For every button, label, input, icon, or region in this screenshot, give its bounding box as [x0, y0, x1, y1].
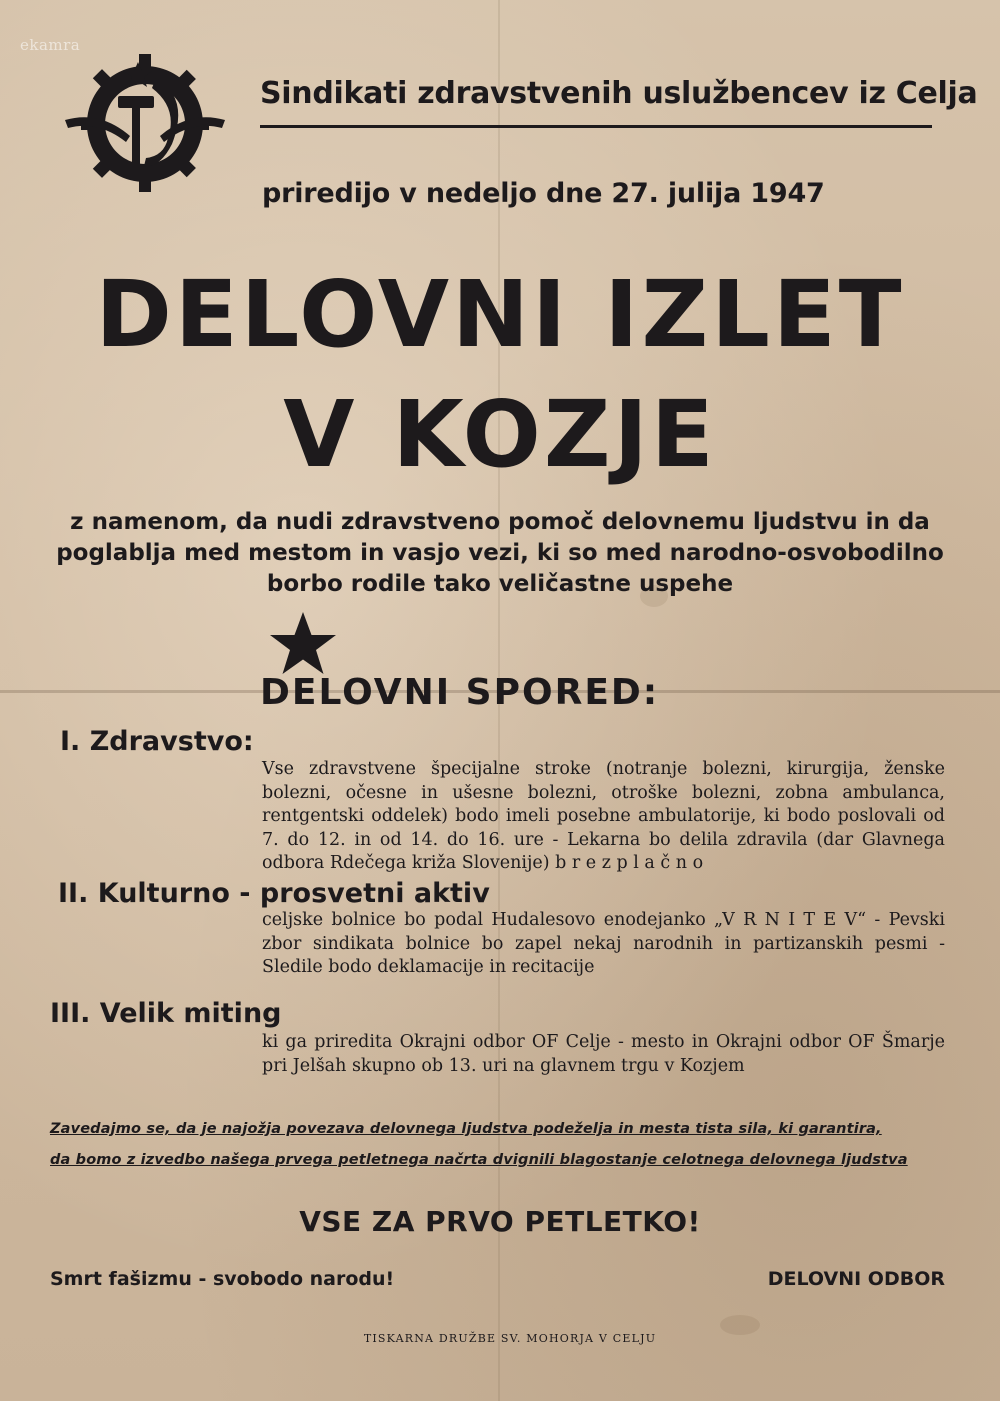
title-underline — [260, 125, 932, 128]
headline-line-2: V KOZJE — [283, 381, 717, 488]
section-body-culture: celjske bolnice bo podal Hudalesovo enodejanko „V R N I T E V“ - Pevski zbor sindikata bolnice bo zapel nekaj narodnih in partizanskih pesmi - Sledile bodo deklamacije in recitacije — [262, 910, 945, 977]
event-date-subtitle: priredijo v nedeljo dne 27. julija 1947 — [262, 178, 825, 209]
section-heading-health: I. Zdravstvo: — [60, 726, 254, 757]
hammer-sickle-gear-emblem-icon — [60, 48, 230, 198]
footer-slogan: Smrt fašizmu - svobodo narodu! — [50, 1268, 395, 1290]
watermark-text: ekamra — [20, 36, 81, 54]
printer-imprint: TISKARNA DRUŽBE SV. MOHORJA V CELJU — [363, 1332, 657, 1345]
intro-paragraph — [40, 507, 960, 600]
section-heading-culture: II. Kulturno - prosvetni aktiv — [58, 878, 490, 909]
slogan-line-2: da bomo z izvedbo našega prvega petletnega načrta dvignili blagostanje celotnega delovnega ljudstva — [50, 1152, 908, 1168]
headline-line-1: DELOVNI IZLET — [95, 261, 905, 368]
program-title: DELOVNI SPORED: — [260, 672, 660, 713]
section-body-rally: ki ga priredita Okrajni odbor OF Celje - mesto in Okrajni odbor OF Šmarje pri Jelšah skupno ob 13. uri na glavnem trgu v Kozjem — [262, 1032, 945, 1076]
section-body-health: Vse zdravstvene špecijalne stroke (notranje bolezni, kirurgija, ženske bolezni, očesne in ušesne bolezni, otroške bolezni, zobna ambulanca, rentgentski oddelek) bodo imeli posebne ambulatorije, ki bodo poslovali od 7. do 12. in od 14. do 16. ure - Lekarna bo delila zdravila (dar Glavnega odbora Rdečega križa Slovenije) b r e z p l a č n o — [262, 759, 945, 873]
intro-line: borbo rodile tako veličastne uspehe — [266, 571, 734, 597]
organization-title: Sindikati zdravstvenih uslužbencev iz Celja — [260, 76, 978, 111]
footer-committee: DELOVNI ODBOR — [767, 1268, 945, 1290]
star-icon — [268, 610, 338, 676]
intro-line: z namenom, da nudi zdravstveno pomoč delovnemu ljudstvu in da — [70, 509, 930, 535]
section-heading-rally: III. Velik miting — [50, 998, 282, 1029]
motto: VSE ZA PRVO PETLETKO! — [299, 1205, 701, 1238]
intro-line: poglablja med mestom in vasjo vezi, ki so med narodno-osvobodilno — [56, 540, 944, 566]
slogan-line-1: Zavedajmo se, da je najožja povezava delovnega ljudstva podeželja in mesta tista sila, ki garantira, — [50, 1121, 882, 1137]
